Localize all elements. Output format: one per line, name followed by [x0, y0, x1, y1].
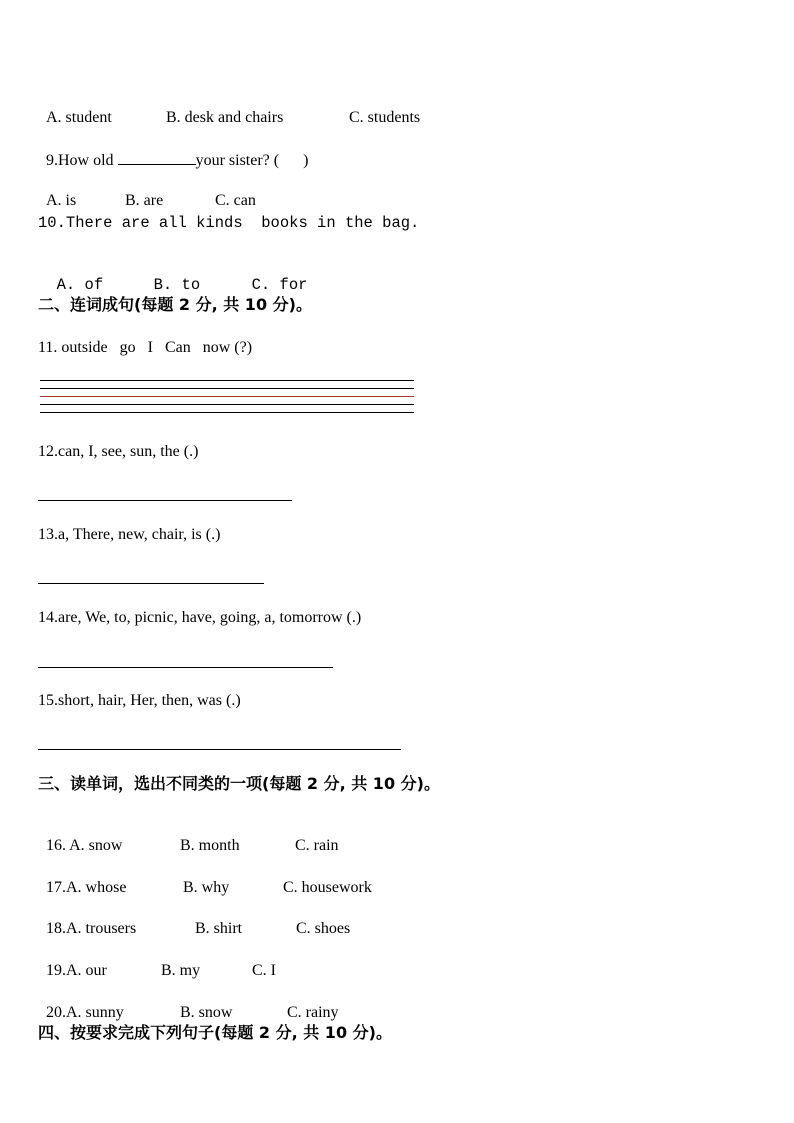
q17-options: [38, 858, 372, 898]
q10-options: [38, 255, 307, 295]
q8-option-a: A. student: [46, 109, 112, 126]
q10-option-c: C. for: [251, 276, 308, 294]
q20-option-b: B. snow: [180, 1004, 233, 1021]
q11-writing-line-5: [40, 412, 414, 413]
q18-option-b: B. shirt: [195, 920, 243, 937]
q20-option-c: C. rainy: [287, 1004, 339, 1021]
q19-option-c: C. I: [252, 962, 276, 979]
q9-suffix: your sister? ( ): [195, 152, 309, 169]
q9-options: [38, 171, 256, 211]
q16-option-c: C. rain: [295, 837, 339, 854]
q9-option-a: A. is: [46, 192, 77, 209]
q20-options: [38, 983, 339, 1023]
q15-question: 15.short, hair, Her, then, was (.): [38, 692, 241, 709]
q10-option-a: A. of: [56, 276, 104, 294]
q9-option-b: B. are: [125, 192, 164, 209]
q8-option-c: C. students: [349, 109, 421, 126]
q9-option-c: C. can: [215, 192, 256, 209]
q16-options: [38, 816, 339, 856]
q14-answer-line: [38, 667, 333, 668]
q11-writing-line-3: [40, 396, 414, 397]
q17-option-b: B. why: [183, 879, 230, 896]
section-3-title: 三、读单词，选出不同类的一项(每题 2 分, 共 10 分)。: [38, 774, 440, 793]
q11-writing-line-1: [40, 380, 414, 381]
q10-question: 10.There are all kinds books in the bag.: [38, 214, 420, 232]
q17-option-a: 17.A. whose: [46, 879, 127, 896]
q11-writing-line-2: [40, 388, 414, 389]
q17-option-c: C. housework: [283, 879, 372, 896]
q19-option-a: 19.A. our: [46, 962, 107, 979]
q13-question: 13.a, There, new, chair, is (.): [38, 526, 221, 543]
q19-options: [38, 941, 276, 981]
q9-blank: [118, 150, 196, 165]
q13-answer-line: [38, 583, 264, 584]
q16-option-b: B. month: [180, 837, 240, 854]
q11-writing-line-4: [40, 404, 414, 405]
q9-prefix: 9.How old: [46, 152, 114, 169]
section-4-title: 四、按要求完成下列句子(每题 2 分, 共 10 分)。: [38, 1023, 392, 1042]
q20-option-a: 20.A. sunny: [46, 1004, 124, 1021]
q18-option-a: 18.A. trousers: [46, 920, 137, 937]
section-2-title: 二、连词成句(每题 2 分, 共 10 分)。: [38, 295, 312, 314]
q19-option-b: B. my: [161, 962, 201, 979]
q18-options: [38, 899, 350, 939]
q14-question: 14.are, We, to, picnic, have, going, a, tomorrow (.): [38, 609, 362, 626]
q9-question: [38, 130, 308, 171]
q18-option-c: C. shoes: [296, 920, 351, 937]
q15-answer-line: [38, 749, 401, 750]
q11-question: 11. outside go I Can now (?): [38, 339, 253, 356]
q8-options: [38, 88, 420, 128]
q8-option-b: B. desk and chairs: [166, 109, 284, 126]
q16-option-a: 16. A. snow: [46, 837, 123, 854]
q12-question: 12.can, I, see, sun, the (.): [38, 443, 199, 460]
q10-option-b: B. to: [153, 276, 201, 294]
q12-answer-line: [38, 500, 292, 501]
